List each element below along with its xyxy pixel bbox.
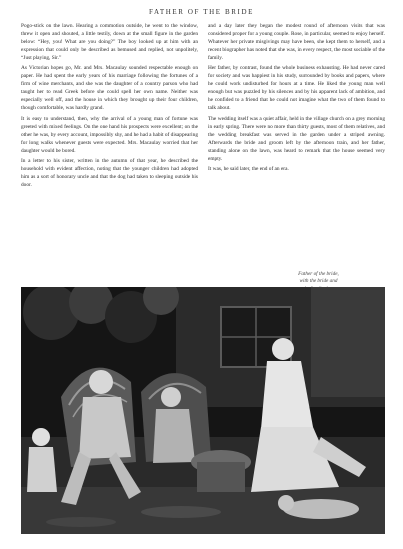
paragraph: It is easy to understand, then, why the arrival of a young man of fortune was greeted with mixed feelings. On the one hand his prospects were excellent; on the other he was, by every account, impossibly shy, and he had a habit of disappearing for long walks whenever guests were expected. Mrs. Macaulay worried that her daughter would be bored.: [21, 115, 198, 154]
paragraph: As Victorian hopes go, Mr. and Mrs. Macaulay sounded respectable enough on paper. He had spent the early years of his marriage following the fortunes of a firm of wine merchants, and she was the daughter of a country parson who had taught her to read Greek before she could spell her own name. Neither was especially well off, and the house in which they brought up their four children, though comfortable, was hardly grand.: [21, 65, 198, 112]
family-photograph: [21, 287, 385, 534]
text-columns: [21, 22, 385, 262]
paragraph: Pogo-stick on the lawn. Hearing a commotion outside, he went to the window, threw it open and shouted, a little testily, down at the small figure in the garden below: “Hey, you! What are you doing?” The boy looked up at him with an expression that could only be described as bemused and replied, not unpolitely, “Just playing, Sir.”: [21, 23, 198, 62]
paragraph: The wedding itself was a quiet affair, held in the village church on a grey morning in early spring. There were no more than thirty guests, most of them relatives, and the wedding breakfast was served in the garden under a striped awning. Afterwards the bride and groom left by the afternoon train, and her father, standing alone on the lawn, was heard to remark that the house seemed very empty.: [208, 115, 385, 162]
paragraph: and a day later they began the modest round of afternoon visits that was considered proper for a young couple. Rose, in particular, seemed to enjoy herself. Whatever her private misgivings may have been, she kept them to herself, and a recent biographer has noted that she was, in every respect, the most sociable of the family.: [208, 23, 385, 62]
caption-line: Father of the bride,: [298, 271, 339, 277]
paragraph: Her father, by contrast, found the whole business exhausting. He had never cared for society and was happiest in his study, surrounded by books and papers, where he could work undisturbed for hours at a time. He liked the young man well enough but was puzzled by his silences and by his apparent lack of ambition, and he confided to a friend that he could not imagine what the two of them found to talk about.: [208, 65, 385, 112]
caption-line: with the bride and: [299, 278, 338, 285]
paragraph: It was, he said later, the end of an era.: [208, 165, 289, 172]
running-head: FATHER OF THE BRIDE: [148, 8, 254, 16]
column-left: [21, 22, 198, 262]
column-right: [208, 22, 385, 262]
paragraph: In a letter to his sister, written in the autumn of that year, he described the household with evident affection, noting that the younger children had adopted him as a sort of honorary uncle and that the dog had taken to sleeping outside his door.: [21, 157, 198, 188]
photograph-illustration: [21, 287, 385, 534]
